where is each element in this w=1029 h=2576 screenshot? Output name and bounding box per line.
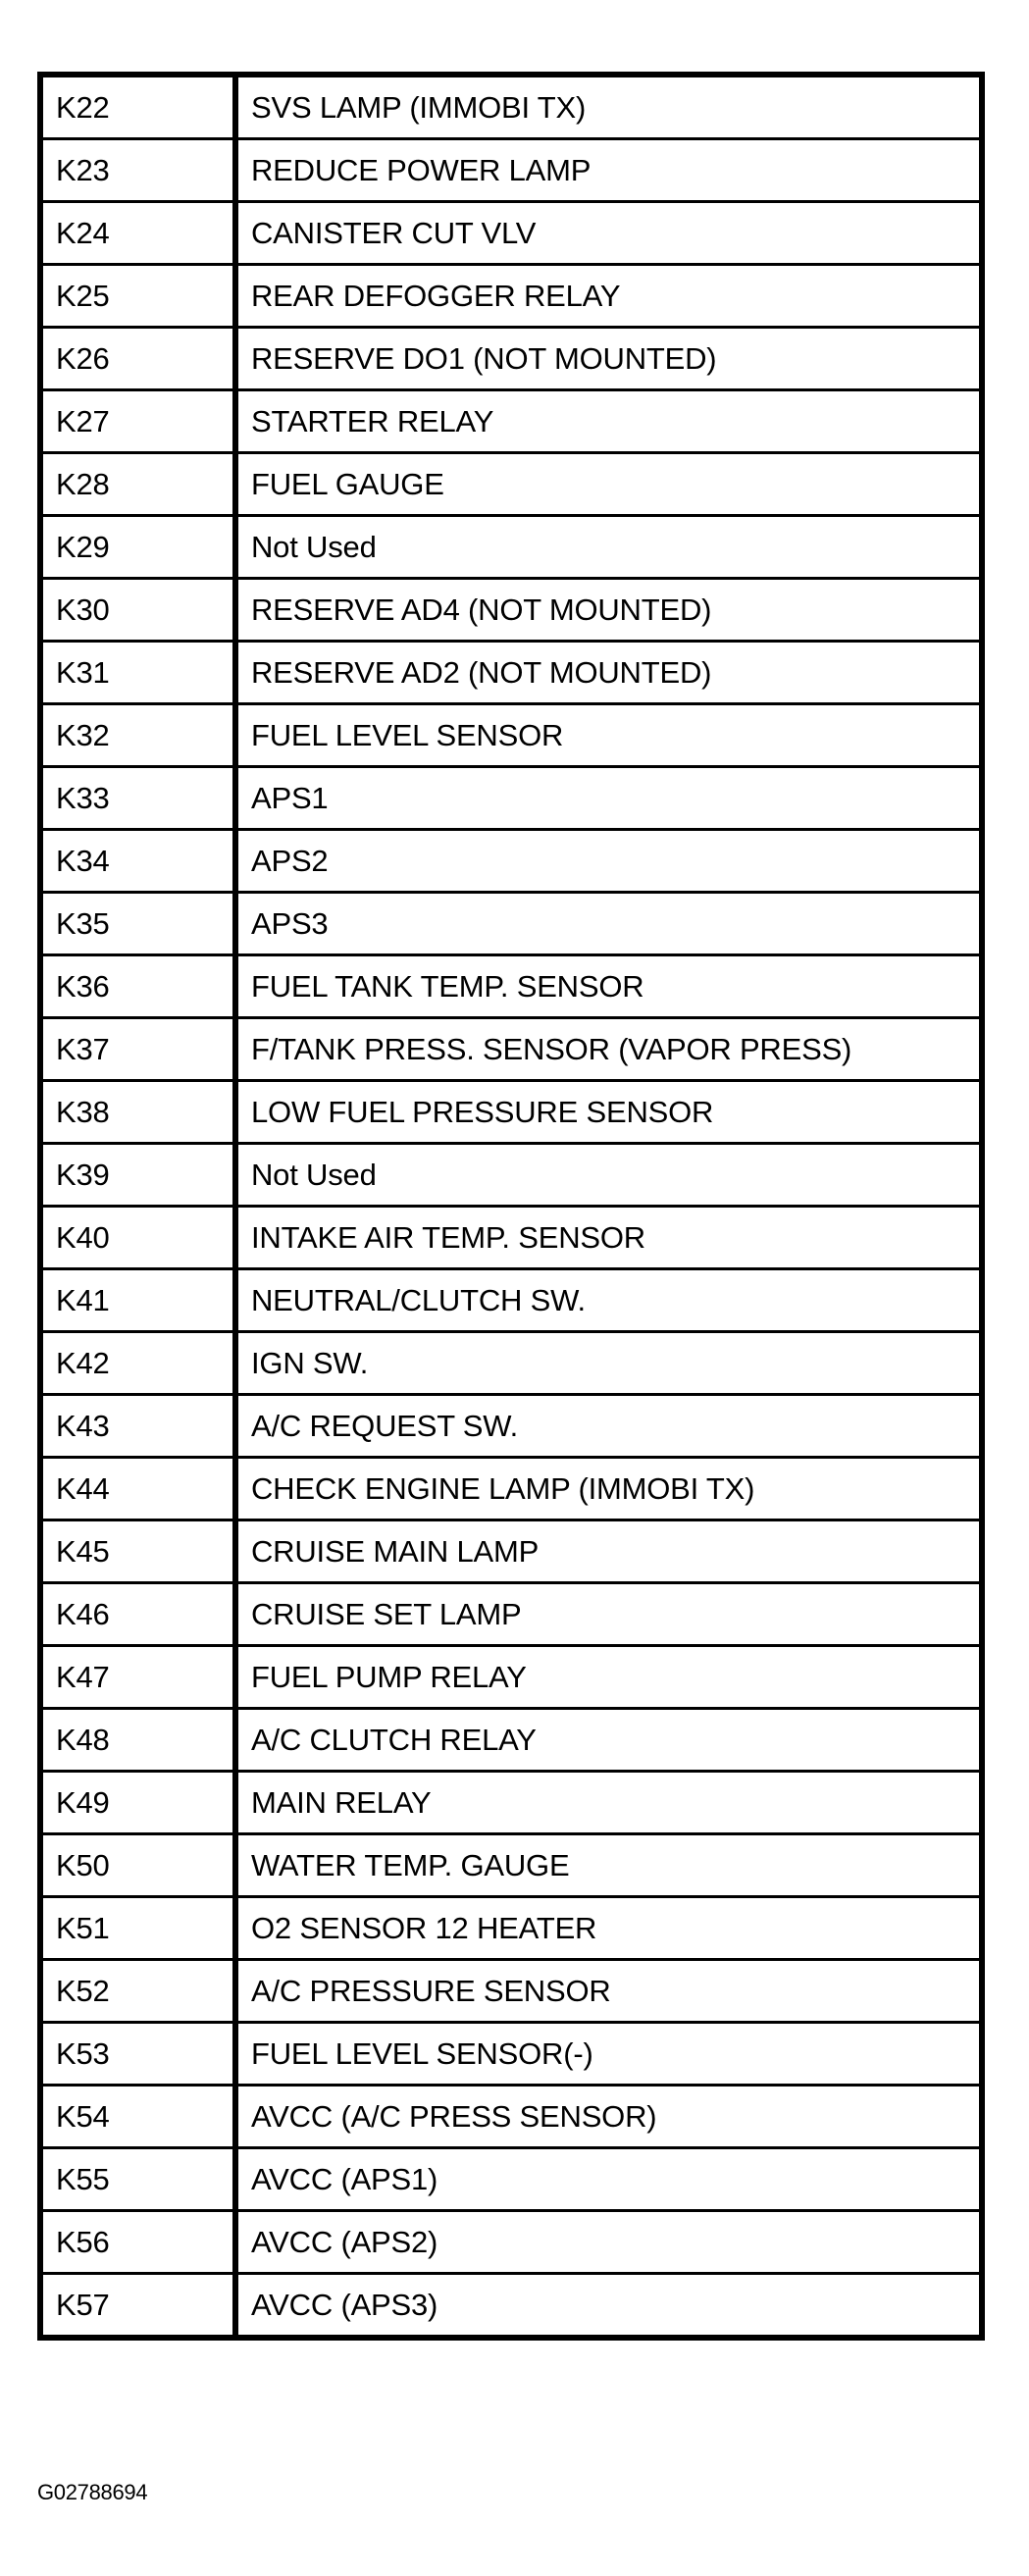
table-row [40,1269,982,1332]
description-cell: STARTER RELAY [235,390,982,453]
table-row [40,1583,982,1646]
description-cell: NEUTRAL/CLUTCH SW. [235,1269,982,1332]
pin-cell: K40 [40,1207,235,1269]
description-cell: FUEL LEVEL SENSOR(-) [235,2023,982,2086]
pin-cell: K29 [40,516,235,579]
description-cell: CANISTER CUT VLV [235,202,982,265]
description-cell: O2 SENSOR 12 HEATER [235,1897,982,1960]
table-row [40,1772,982,1834]
pin-cell: K37 [40,1018,235,1081]
pin-cell: K45 [40,1520,235,1583]
pin-cell: K32 [40,704,235,767]
table-row [40,1646,982,1709]
pin-cell: K41 [40,1269,235,1332]
description-cell: RESERVE AD2 (NOT MOUNTED) [235,642,982,704]
table-row [40,1207,982,1269]
table-row [40,1395,982,1458]
table-row [40,1897,982,1960]
table-row [40,139,982,202]
pin-cell: K26 [40,328,235,390]
pin-cell: K47 [40,1646,235,1709]
description-cell: APS3 [235,893,982,955]
pin-cell: K27 [40,390,235,453]
pin-cell: K55 [40,2148,235,2211]
table-row [40,1144,982,1207]
description-cell: REDUCE POWER LAMP [235,139,982,202]
table-row [40,1960,982,2023]
description-cell: APS1 [235,767,982,830]
table-row [40,830,982,893]
table-row [40,767,982,830]
pin-cell: K53 [40,2023,235,2086]
description-cell: INTAKE AIR TEMP. SENSOR [235,1207,982,1269]
pin-cell: K39 [40,1144,235,1207]
pin-cell: K22 [40,75,235,139]
table-row [40,1332,982,1395]
pin-cell: K25 [40,265,235,328]
description-cell: AVCC (APS2) [235,2211,982,2274]
table-row [40,1709,982,1772]
table-row [40,1458,982,1520]
pin-cell: K23 [40,139,235,202]
description-cell: SVS LAMP (IMMOBI TX) [235,75,982,139]
description-cell: REAR DEFOGGER RELAY [235,265,982,328]
table-row [40,328,982,390]
table-row [40,390,982,453]
description-cell: Not Used [235,1144,982,1207]
table-row [40,642,982,704]
description-cell: A/C REQUEST SW. [235,1395,982,1458]
pin-assignment-table [37,72,985,2341]
table-row [40,1520,982,1583]
description-cell: CRUISE MAIN LAMP [235,1520,982,1583]
description-cell: F/TANK PRESS. SENSOR (VAPOR PRESS) [235,1018,982,1081]
table-row [40,704,982,767]
description-cell: CHECK ENGINE LAMP (IMMOBI TX) [235,1458,982,1520]
pin-cell: K51 [40,1897,235,1960]
description-cell: AVCC (APS1) [235,2148,982,2211]
table-row [40,2023,982,2086]
table-row [40,1018,982,1081]
description-cell: FUEL PUMP RELAY [235,1646,982,1709]
table-row [40,516,982,579]
table-row [40,453,982,516]
description-cell: RESERVE AD4 (NOT MOUNTED) [235,579,982,642]
description-cell: MAIN RELAY [235,1772,982,1834]
table-row [40,75,982,139]
description-cell: APS2 [235,830,982,893]
description-cell: A/C CLUTCH RELAY [235,1709,982,1772]
table-row [40,955,982,1018]
description-cell: WATER TEMP. GAUGE [235,1834,982,1897]
pin-cell: K44 [40,1458,235,1520]
table-row [40,579,982,642]
pin-cell: K35 [40,893,235,955]
table-row [40,893,982,955]
table-row [40,1081,982,1144]
description-cell: FUEL TANK TEMP. SENSOR [235,955,982,1018]
pin-cell: K49 [40,1772,235,1834]
pin-cell: K34 [40,830,235,893]
figure-id: G02788694 [37,2480,148,2504]
description-cell: A/C PRESSURE SENSOR [235,1960,982,2023]
pin-cell: K50 [40,1834,235,1897]
description-cell: CRUISE SET LAMP [235,1583,982,1646]
table-row [40,2148,982,2211]
pin-cell: K48 [40,1709,235,1772]
pin-cell: K28 [40,453,235,516]
description-cell: FUEL GAUGE [235,453,982,516]
description-cell: AVCC (APS3) [235,2274,982,2339]
pin-cell: K31 [40,642,235,704]
pin-cell: K42 [40,1332,235,1395]
pin-table-body [40,75,982,2338]
pin-cell: K56 [40,2211,235,2274]
pin-cell: K30 [40,579,235,642]
table-row [40,2211,982,2274]
description-cell: Not Used [235,516,982,579]
pin-cell: K33 [40,767,235,830]
pin-cell: K24 [40,202,235,265]
pin-cell: K46 [40,1583,235,1646]
table-row [40,202,982,265]
table-row [40,1834,982,1897]
description-cell: IGN SW. [235,1332,982,1395]
description-cell: RESERVE DO1 (NOT MOUNTED) [235,328,982,390]
description-cell: FUEL LEVEL SENSOR [235,704,982,767]
description-cell: LOW FUEL PRESSURE SENSOR [235,1081,982,1144]
pin-cell: K38 [40,1081,235,1144]
pin-cell: K57 [40,2274,235,2339]
description-cell: AVCC (A/C PRESS SENSOR) [235,2086,982,2148]
table-row [40,2086,982,2148]
pin-cell: K36 [40,955,235,1018]
table-row [40,265,982,328]
pin-cell: K52 [40,1960,235,2023]
pin-cell: K54 [40,2086,235,2148]
pin-cell: K43 [40,1395,235,1458]
table-row [40,2274,982,2339]
